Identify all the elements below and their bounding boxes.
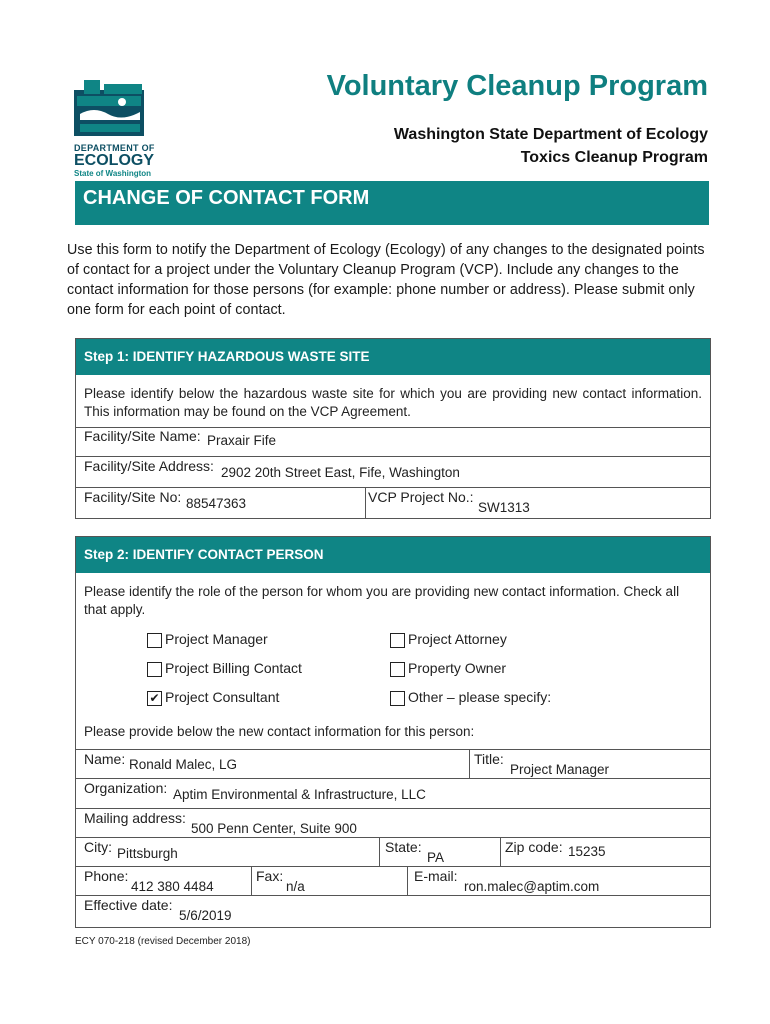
mailing-address-label: Mailing address: <box>84 810 186 826</box>
zip-label: Zip code: <box>505 839 563 855</box>
site-name-field[interactable]: Praxair Fife <box>207 433 277 448</box>
vcp-no-field[interactable]: SW1313 <box>478 500 530 515</box>
checkbox-property-owner[interactable] <box>390 662 405 677</box>
title-field[interactable]: Project Manager <box>510 762 610 777</box>
vcp-no-label: VCP Project No.: <box>368 489 474 505</box>
site-no-field[interactable]: 88547363 <box>186 496 247 511</box>
program-title: Voluntary Cleanup Program <box>326 70 708 102</box>
form-number-footer: ECY 070-218 (revised December 2018) <box>75 936 251 947</box>
city-label: City: <box>84 839 112 855</box>
email-label: E-mail: <box>414 868 458 884</box>
checkbox-label-property-owner: Property Owner <box>408 660 507 676</box>
step2-instructions: Please identify the role of the person for whom you are providing new contact information. Check all that apply. <box>84 584 680 617</box>
checkbox-project-attorney[interactable] <box>390 633 405 648</box>
provide-instructions: Please provide below the new contact information for this person: <box>84 724 475 739</box>
checkbox-label-project-manager: Project Manager <box>165 631 268 647</box>
form-title: CHANGE OF CONTACT FORM <box>83 187 370 209</box>
organization-field[interactable]: Aptim Environmental & Infrastructure, LLC <box>173 787 426 802</box>
step2-heading: Step 2: IDENTIFY CONTACT PERSON <box>84 547 324 562</box>
phone-label: Phone: <box>84 868 129 884</box>
phone-field[interactable]: 412 380 4484 <box>131 879 214 894</box>
fax-label: Fax: <box>256 868 284 884</box>
step1-header <box>76 339 710 375</box>
site-no-label: Facility/Site No: <box>84 489 182 505</box>
effective-date-field[interactable]: 5/6/2019 <box>179 908 232 923</box>
department-name: Washington State Department of Ecology <box>393 126 708 143</box>
checkbox-label-project-consultant: Project Consultant <box>165 689 280 705</box>
city-field[interactable]: Pittsburgh <box>117 846 178 861</box>
email-field[interactable]: ron.malec@aptim.com <box>464 879 600 894</box>
step1-section <box>75 338 711 519</box>
checkbox-project-consultant[interactable]: ✔ <box>147 691 162 706</box>
name-field[interactable]: Ronald Malec, LG <box>129 757 238 772</box>
checkbox-label-billing-contact: Project Billing Contact <box>165 660 302 676</box>
site-address-field[interactable]: 2902 20th Street East, Fife, Washington <box>221 465 460 480</box>
effective-date-label: Effective date: <box>84 897 173 913</box>
checkbox-project-manager[interactable] <box>147 633 162 648</box>
checkbox-label-other: Other – please specify: <box>408 689 552 705</box>
site-name-label: Facility/Site Name: <box>84 428 201 444</box>
title-label: Title: <box>474 751 504 767</box>
step1-instructions: Please identify below the hazardous waste site for which you are providing new contact information. This information may be found on the VCP Agreement. <box>84 386 702 419</box>
site-address-label: Facility/Site Address: <box>84 458 214 474</box>
step2-header <box>76 537 710 573</box>
step2-section <box>75 536 711 928</box>
organization-label: Organization: <box>84 780 168 796</box>
state-field[interactable]: PA <box>427 850 445 865</box>
checkbox-other[interactable] <box>390 691 405 706</box>
name-label: Name: <box>84 751 126 767</box>
logo-line1: DEPARTMENT OF <box>74 143 155 153</box>
checkbox-label-project-attorney: Project Attorney <box>408 631 507 647</box>
program-name: Toxics Cleanup Program <box>520 149 708 166</box>
logo-line3: State of Washington <box>74 169 152 178</box>
zip-field[interactable]: 15235 <box>568 844 606 859</box>
step1-heading: Step 1: IDENTIFY HAZARDOUS WASTE SITE <box>84 349 370 364</box>
state-label: State: <box>385 839 422 855</box>
mailing-address-field[interactable]: 500 Penn Center, Suite 900 <box>191 821 357 836</box>
logo-line2: ECOLOGY <box>74 152 155 169</box>
form-title-banner <box>75 181 709 225</box>
intro-paragraph: Use this form to notify the Department of Ecology (Ecology) of any changes to the designated points of contact for a project under the Voluntary Cleanup Program (VCP). Include any changes to the contact information for those persons (for example: phone number or address). Please submit only one form for each point of contact. <box>67 242 705 318</box>
fax-field[interactable]: n/a <box>286 879 305 894</box>
checkbox-billing-contact[interactable] <box>147 662 162 677</box>
